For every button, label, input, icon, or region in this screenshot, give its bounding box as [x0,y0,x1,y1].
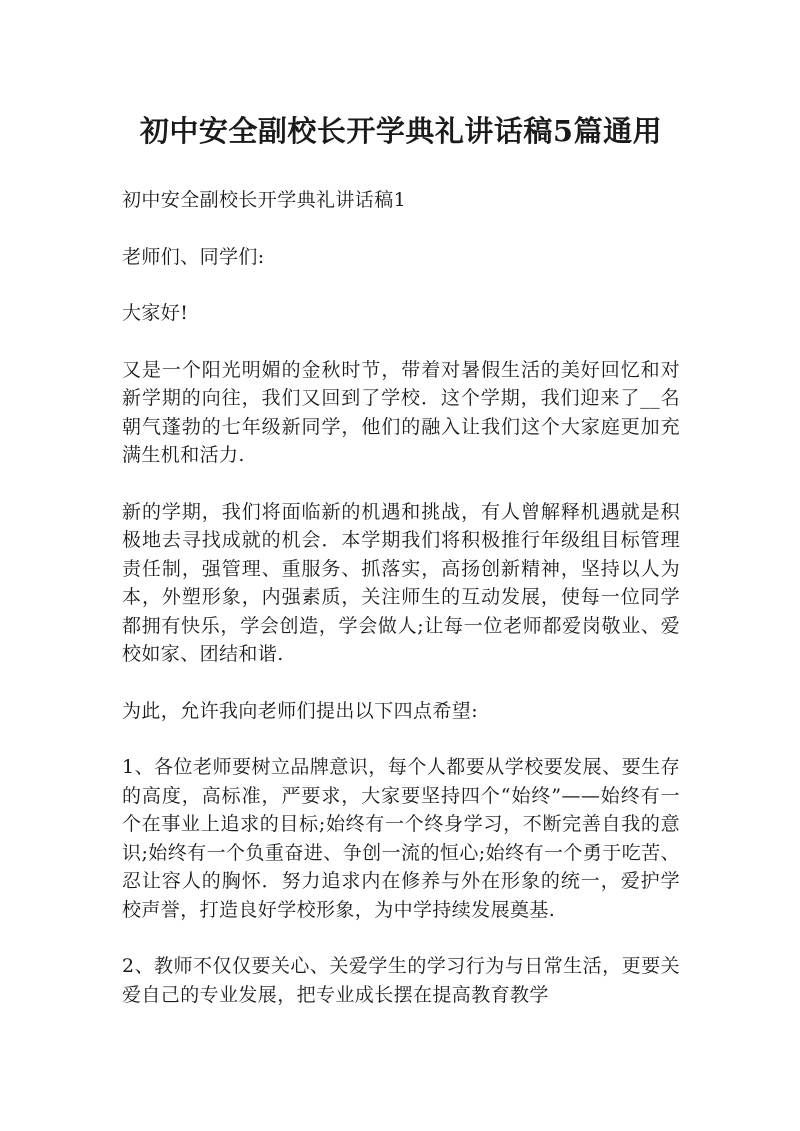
paragraph-hope-2: 2、教师不仅仅要关心、关爱学生的学习行为与日常生活，更要关爱自己的专业发展，把专业成长摆在提高教育教学 [122,955,680,1006]
salutation: 老师们、同学们: [122,245,265,268]
document-title: 初中安全副校长开学典礼讲话稿5篇通用 [139,114,663,148]
paragraph-opening: 又是一个阳光明媚的金秋时节，带着对暑假生活的美好回忆和对新学期的向往，我们又回到了学校．这个学期，我们迎来了__名朝气蓬勃的七年级新同学，他们的融入让我们这个大家庭更加充满生机和活力. [122,358,680,466]
greeting: 大家好! [122,302,189,324]
paragraph-new-semester: 新的学期，我们将面临新的机遇和挑战，有人曾解释机遇就是积极地去寻找成就的机会．本学期我们将积极推行年级组目标管理责任制，强管理、重服务、抓落实，高扬创新精神，坚持以人为本，外塑形象，内强素质，关注师生的互动发展，使每一位同学都拥有快乐，学会创造，学会做人;让每一位老师都爱岗敬业、爱校如家、团结和谐. [122,500,680,665]
paragraph-hope-1: 1、各位老师要树立品牌意识，每个人都要从学校要发展、要生存的高度，高标准，严要求，大家要坚持四个“始终”——始终有一个在事业上追求的目标;始终有一个终身学习，不断完善自我的意识;始终有一个负重奋进、争创一流的恒心;始终有一个勇于吃苦、忍让容人的胸怀．努力追求内在修养与外在形象的统一，爱护学校声誉，打造良好学校形象，为中学持续发展奠基. [122,756,680,921]
section-heading: 初中安全副校长开学典礼讲话稿1 [122,189,407,211]
paragraph-hopes-intro: 为此，允许我向老师们提出以下四点希望: [122,699,479,722]
